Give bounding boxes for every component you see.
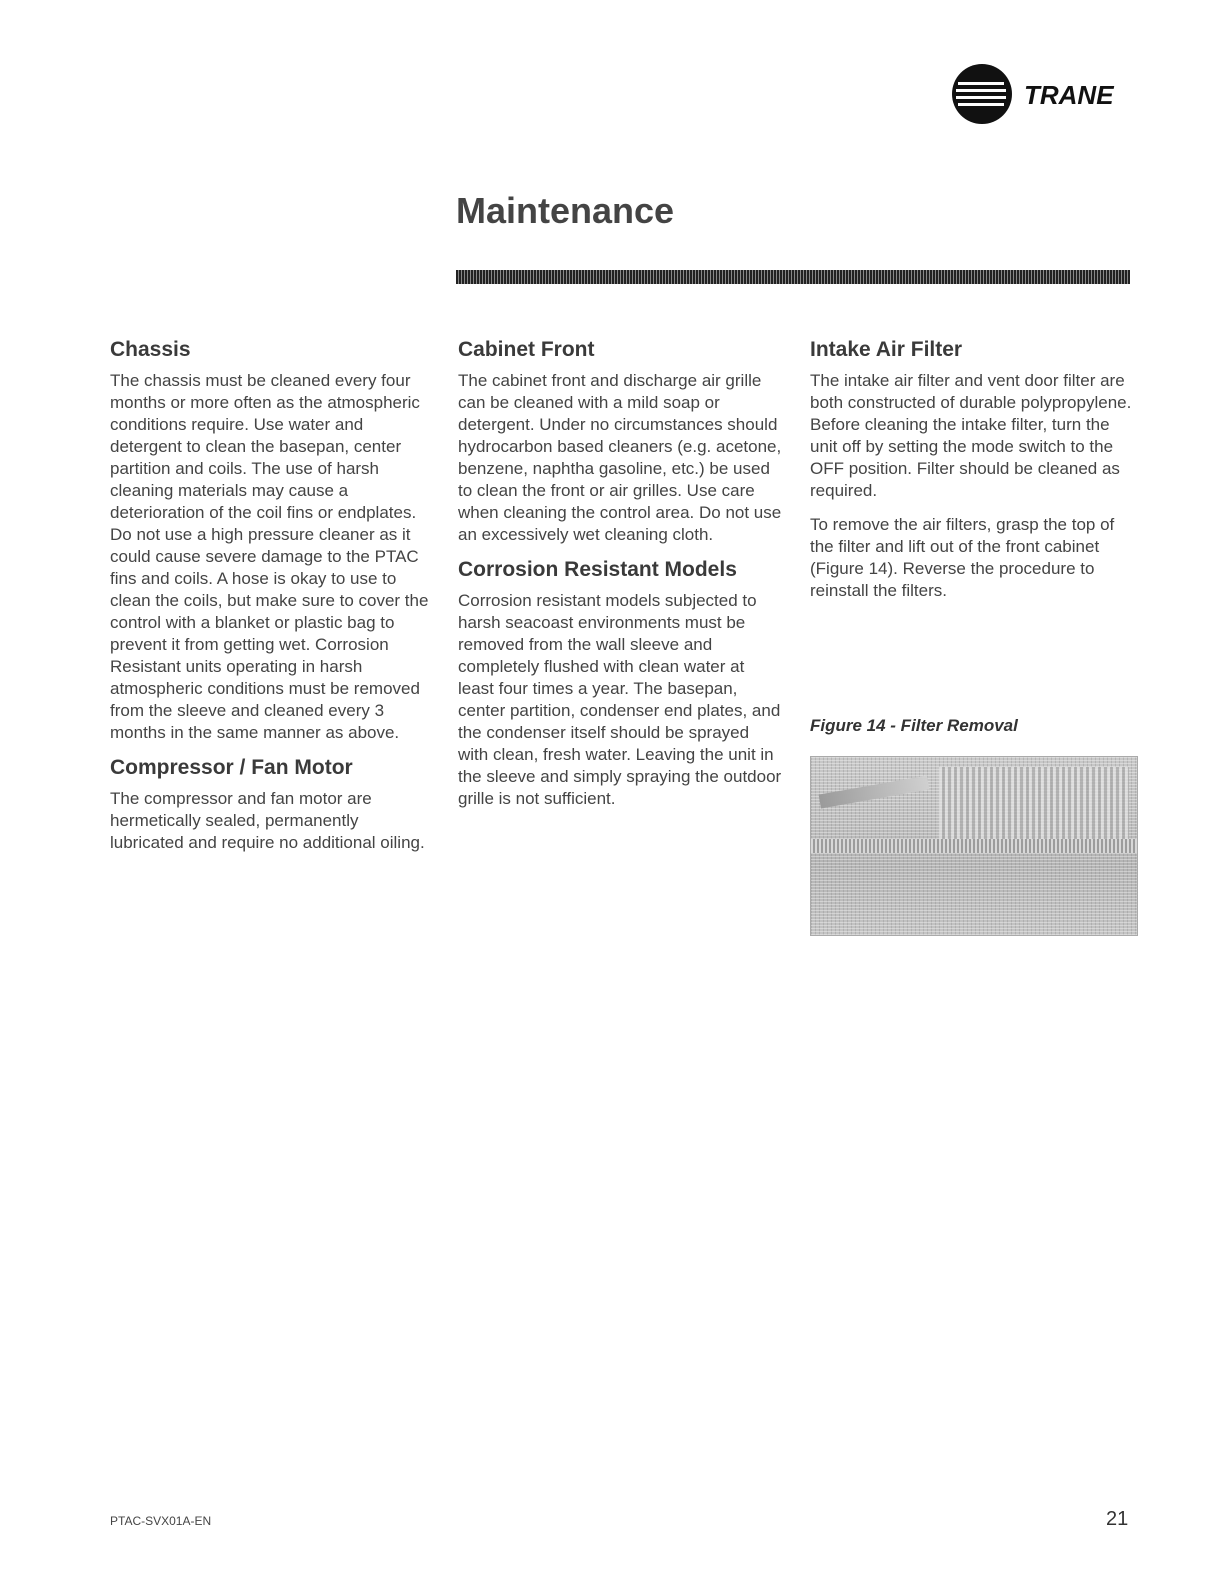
corrosion-body: Corrosion resistant models subjected to harsh seacoast environments must be removed from the wall sleeve and completely flushed with clean water at least four times a year. The basepan, center partition, condenser end plates, and the condenser itself should be sprayed with clean, fresh water. Leaving the unit in the sleeve and simply spraying the outdoor grille is not sufficient. [458, 591, 782, 808]
photo-grille [939, 767, 1129, 847]
figure-caption: Figure 14 - Filter Removal [810, 716, 1018, 735]
cabinet-body: The cabinet front and discharge air grille can be cleaned with a mild soap or detergent. Under no circumstances should hydrocarbon based cleaners (e.g. acetone, benzene, naphtha gasoline, etc.) be used to clean the front or air grilles. Use care when cleaning the control area. Do not use an excessively wet cleaning cloth. [458, 371, 782, 544]
page-title: Maintenance [456, 190, 675, 231]
brand-name: TRANE [1024, 80, 1114, 110]
column-middle [458, 338, 784, 822]
compressor-heading: Compressor / Fan Motor [110, 756, 353, 779]
compressor-body: The compressor and fan motor are hermetically sealed, permanently lubricated and require no additional oiling. [110, 789, 425, 852]
chassis-heading: Chassis [110, 338, 191, 361]
filter-removal-photo [810, 756, 1138, 936]
intake-body-1: The intake air filter and vent door filter are both constructed of durable polypropylene. Before cleaning the intake filter, turn the unit off by setting the mode switch to the OFF position. Filter should be cleaned as required. [810, 371, 1132, 500]
trane-globe-icon [950, 62, 1014, 126]
photo-filter-edge [819, 776, 930, 809]
title-rule [456, 270, 1130, 284]
column-right [810, 338, 1140, 735]
intake-heading: Intake Air Filter [810, 338, 963, 361]
document-id: PTAC-SVX01A-EN [110, 1514, 212, 1528]
column-left [110, 338, 430, 866]
trane-logo [950, 62, 1150, 132]
page-number: 21 [1106, 1508, 1129, 1530]
corrosion-heading: Corrosion Resistant Models [458, 558, 737, 581]
photo-band [811, 839, 1137, 853]
chassis-body: The chassis must be cleaned every four months or more often as the atmospheric conditions require. Use water and detergent to clean the basepan, center partition and coils. The use of harsh cleaning materials may cause a deterioration of the coil fins or endplates. Do not use a high pressure cleaner as it could cause severe damage to the PTAC fins and coils. A hose is okay to use to clean the coils, but make sure to cover the control with a blanket or plastic bag to prevent it from getting wet. Corrosion Resistant units operating in harsh atmospheric conditions must be removed from the sleeve and cleaned every 3 months in the same manner as above. [110, 371, 429, 742]
intake-body-2: To remove the air filters, grasp the top of the filter and lift out of the front cabinet (Figure 14). Reverse the procedure to reinstall the filters. [810, 515, 1115, 600]
cabinet-heading: Cabinet Front [458, 338, 595, 361]
